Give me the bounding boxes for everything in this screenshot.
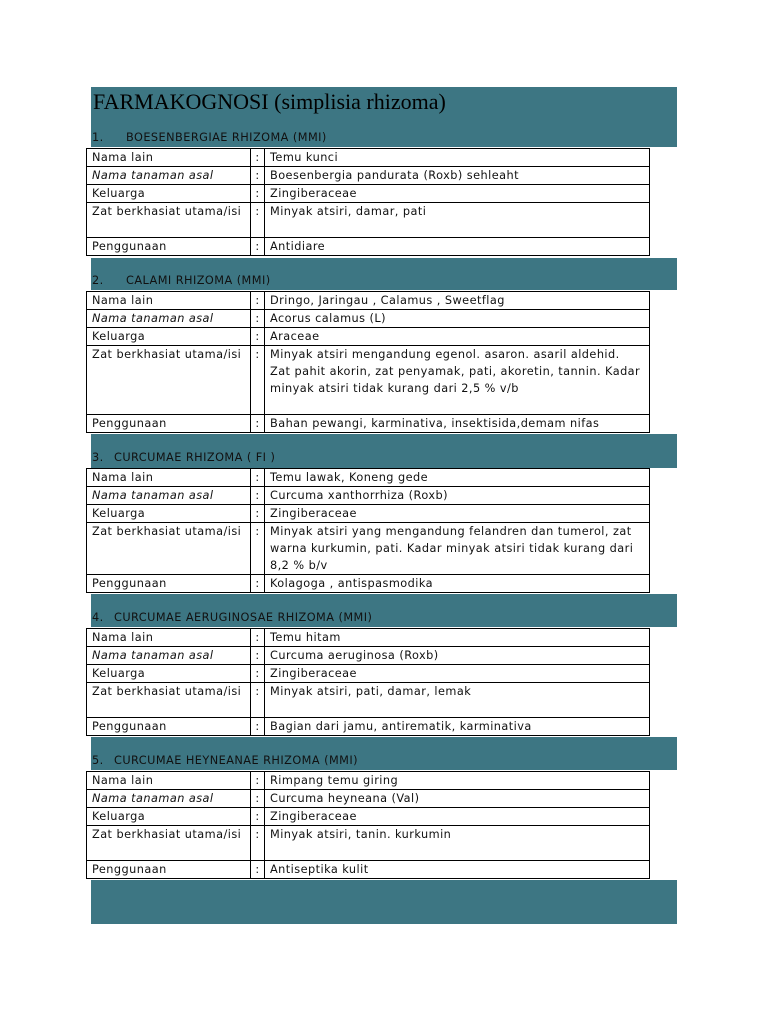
table-row: [87, 415, 650, 433]
row-separator: :: [251, 861, 265, 879]
row-label: Zat berkhasiat utama/isi: [87, 683, 251, 718]
table-row: [87, 505, 650, 523]
row-value: Zingiberaceae: [265, 665, 650, 683]
row-label: Nama lain: [87, 149, 251, 167]
table-row: [87, 292, 650, 310]
section-title: BOESENBERGIAE RHIZOMA (MMI): [126, 131, 327, 144]
table-row: [87, 149, 650, 167]
row-label: Penggunaan: [87, 718, 251, 736]
row-value: Zingiberaceae: [265, 185, 650, 203]
row-separator: :: [251, 292, 265, 310]
row-separator: :: [251, 149, 265, 167]
row-label: Nama tanaman asal: [87, 167, 251, 185]
row-value: Zingiberaceae: [265, 505, 650, 523]
row-value: Bahan pewangi, karminativa, insektisida,demam nifas: [265, 415, 650, 433]
row-separator: :: [251, 647, 265, 665]
row-label: Zat berkhasiat utama/isi: [87, 523, 251, 575]
row-label: Keluarga: [87, 185, 251, 203]
row-separator: :: [251, 238, 265, 256]
row-label: Zat berkhasiat utama/isi: [87, 826, 251, 861]
row-label: Penggunaan: [87, 861, 251, 879]
section-number: 2.: [92, 274, 104, 287]
table-row: [87, 861, 650, 879]
table-row: [87, 826, 650, 861]
row-value: Minyak atsiri, damar, pati: [265, 203, 650, 238]
row-separator: :: [251, 772, 265, 790]
row-label: Keluarga: [87, 505, 251, 523]
row-separator: :: [251, 487, 265, 505]
section-title: CURCUMAE HEYNEANAE RHIZOMA (MMI): [114, 754, 358, 767]
table-row: [87, 167, 650, 185]
info-table: [86, 628, 650, 736]
section-heading: [92, 754, 358, 767]
row-value: Antidiare: [265, 238, 650, 256]
row-value: Bagian dari jamu, antirematik, karminativa: [265, 718, 650, 736]
row-value: Antiseptika kulit: [265, 861, 650, 879]
table-row: [87, 346, 650, 415]
table-row: [87, 647, 650, 665]
table-row: [87, 665, 650, 683]
row-value: Curcuma aeruginosa (Roxb): [265, 647, 650, 665]
row-value: Temu kunci: [265, 149, 650, 167]
row-value: Curcuma heyneana (Val): [265, 790, 650, 808]
row-label: Keluarga: [87, 665, 251, 683]
table-row: [87, 238, 650, 256]
table-row: [87, 683, 650, 718]
page-title: FARMAKOGNOSI (simplisia rhizoma): [93, 89, 446, 114]
row-separator: :: [251, 575, 265, 593]
row-separator: :: [251, 683, 265, 718]
row-label: Penggunaan: [87, 575, 251, 593]
row-value: Minyak atsiri mengandung egenol. asaron. asaril aldehid. Zat pahit akorin, zat penyamak, pati, akoretin, tannin. Kadar minyak atsiri tidak kurang dari 2,5 % v/b: [265, 346, 650, 415]
info-table: [86, 148, 650, 256]
row-value: Curcuma xanthorrhiza (Roxb): [265, 487, 650, 505]
row-separator: :: [251, 505, 265, 523]
row-value: Zingiberaceae: [265, 808, 650, 826]
section-number: 1.: [92, 131, 104, 144]
section-title: CURCUMAE RHIZOMA ( FI ): [114, 451, 276, 464]
table-row: [87, 328, 650, 346]
row-value: Minyak atsiri, pati, damar, lemak: [265, 683, 650, 718]
row-label: Zat berkhasiat utama/isi: [87, 346, 251, 415]
row-value: Minyak atsiri, tanin. kurkumin: [265, 826, 650, 861]
row-value: Minyak atsiri yang mengandung felandren dan tumerol, zat warna kurkumin, pati. Kadar minyak atsiri tidak kurang dari 8,2 % b/v: [265, 523, 650, 575]
table-row: [87, 203, 650, 238]
row-separator: :: [251, 469, 265, 487]
bottom-banner: [91, 880, 677, 924]
info-table: [86, 771, 650, 879]
info-table: [86, 291, 650, 433]
row-separator: :: [251, 718, 265, 736]
row-value: Acorus calamus (L): [265, 310, 650, 328]
section-heading: [92, 274, 271, 287]
row-label: Penggunaan: [87, 415, 251, 433]
row-separator: :: [251, 629, 265, 647]
table-row: [87, 310, 650, 328]
row-separator: :: [251, 808, 265, 826]
section-heading: [92, 131, 327, 144]
table-row: [87, 487, 650, 505]
section-heading: [92, 451, 275, 464]
row-separator: :: [251, 415, 265, 433]
section-title: CALAMI RHIZOMA (MMI): [126, 274, 271, 287]
row-value: Kolagoga , antispasmodika: [265, 575, 650, 593]
table-row: [87, 718, 650, 736]
row-separator: :: [251, 826, 265, 861]
section-number: 5.: [92, 754, 104, 767]
row-separator: :: [251, 185, 265, 203]
table-row: [87, 185, 650, 203]
row-label: Nama tanaman asal: [87, 647, 251, 665]
table-row: [87, 575, 650, 593]
row-label: Keluarga: [87, 808, 251, 826]
row-separator: :: [251, 346, 265, 415]
row-label: Nama tanaman asal: [87, 487, 251, 505]
row-label: Nama lain: [87, 292, 251, 310]
row-label: Nama lain: [87, 772, 251, 790]
row-separator: :: [251, 790, 265, 808]
row-label: Nama tanaman asal: [87, 310, 251, 328]
row-value: Temu lawak, Koneng gede: [265, 469, 650, 487]
row-separator: :: [251, 328, 265, 346]
row-separator: :: [251, 167, 265, 185]
section-number: 3.: [92, 451, 104, 464]
table-row: [87, 772, 650, 790]
section-heading: [92, 611, 372, 624]
row-label: Nama lain: [87, 469, 251, 487]
row-label: Penggunaan: [87, 238, 251, 256]
row-value: Temu hitam: [265, 629, 650, 647]
row-label: Nama lain: [87, 629, 251, 647]
row-separator: :: [251, 665, 265, 683]
table-row: [87, 808, 650, 826]
row-label: Keluarga: [87, 328, 251, 346]
row-value: Rimpang temu giring: [265, 772, 650, 790]
row-separator: :: [251, 203, 265, 238]
row-separator: :: [251, 310, 265, 328]
row-label: Zat berkhasiat utama/isi: [87, 203, 251, 238]
table-row: [87, 629, 650, 647]
row-value: Boesenbergia pandurata (Roxb) sehleaht: [265, 167, 650, 185]
row-label: Nama tanaman asal: [87, 790, 251, 808]
table-row: [87, 523, 650, 575]
row-value: Araceae: [265, 328, 650, 346]
row-separator: :: [251, 523, 265, 575]
row-value: Dringo, Jaringau , Calamus , Sweetflag: [265, 292, 650, 310]
section-title: CURCUMAE AERUGINOSAE RHIZOMA (MMI): [114, 611, 373, 624]
info-table: [86, 468, 650, 593]
section-number: 4.: [92, 611, 104, 624]
table-row: [87, 469, 650, 487]
table-row: [87, 790, 650, 808]
